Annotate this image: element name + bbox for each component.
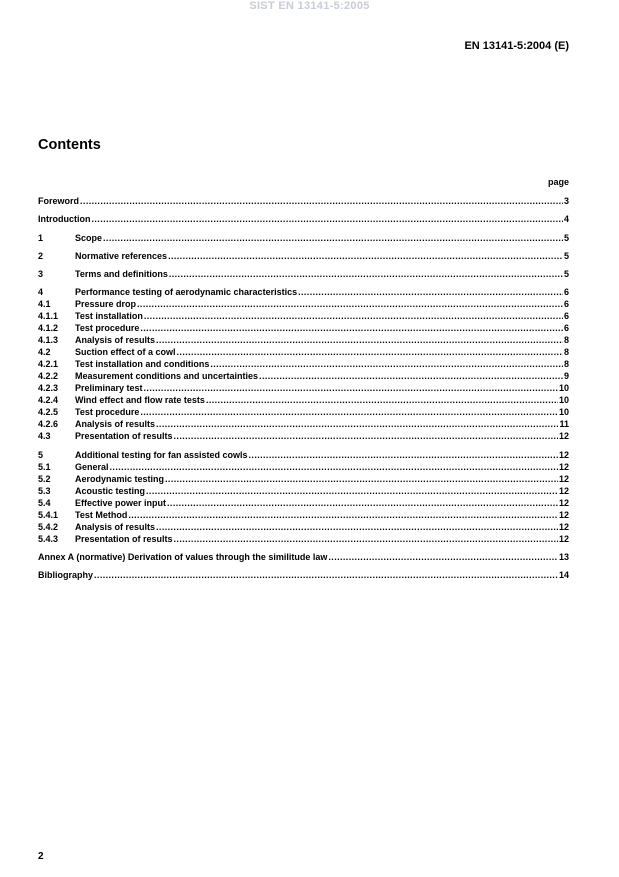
- dot-leader: [206, 394, 558, 406]
- toc-entry-page: 4: [563, 214, 569, 225]
- dot-leader: [168, 250, 563, 262]
- toc-entry-title: Presentation of results: [75, 431, 173, 442]
- toc-entry-page: 8: [563, 347, 569, 358]
- toc-entry-title: Effective power input: [75, 497, 167, 508]
- toc-entry-number: 4.3: [38, 431, 51, 442]
- toc-entry-page: 12: [558, 449, 569, 460]
- toc-entry-number: 4.2.4: [38, 395, 59, 406]
- toc-entry-number: 5.3: [38, 485, 51, 496]
- toc-entry-page: 8: [563, 359, 569, 370]
- toc-entry[interactable]: [38, 370, 569, 382]
- dot-leader: [177, 346, 563, 358]
- toc-entry-page: 13: [558, 552, 569, 563]
- toc-entry-title: Presentation of results: [75, 533, 173, 544]
- toc-entry[interactable]: [38, 195, 569, 207]
- toc-entry-title: Scope: [75, 232, 103, 243]
- dot-leader: [174, 533, 558, 545]
- toc-entry[interactable]: [38, 232, 569, 244]
- toc-entry-number: 4.2.6: [38, 419, 59, 430]
- toc-entry[interactable]: [38, 394, 569, 406]
- dot-leader: [140, 322, 563, 334]
- toc-entry[interactable]: [38, 346, 569, 358]
- toc-entry-title: Bibliography: [38, 570, 94, 581]
- page-column-label: page: [547, 177, 569, 187]
- toc-entry[interactable]: [38, 358, 569, 370]
- toc-entry-title: Performance testing of aerodynamic characteristics: [75, 287, 298, 298]
- toc-entry-page: 6: [563, 287, 569, 298]
- toc-entry[interactable]: [38, 569, 569, 581]
- toc-entry-title: Analysis of results: [75, 521, 156, 532]
- toc-entry[interactable]: [38, 485, 569, 497]
- toc-entry[interactable]: [38, 334, 569, 346]
- toc-entry[interactable]: [38, 286, 569, 298]
- watermark: SIST EN 13141-5:2005: [249, 0, 370, 12]
- dot-leader: [156, 334, 563, 346]
- dot-leader: [156, 521, 558, 533]
- toc-entry-number: 4.2.2: [38, 371, 59, 382]
- toc-entry-number: 4.2.3: [38, 383, 59, 394]
- toc-entry[interactable]: [38, 533, 569, 545]
- dot-leader: [210, 358, 563, 370]
- toc-entry-page: 6: [563, 311, 569, 322]
- toc-entry-number: 4.2.1: [38, 359, 59, 370]
- toc-entry-page: 6: [563, 323, 569, 334]
- dot-leader: [165, 473, 558, 485]
- toc-entry-page: 12: [558, 473, 569, 484]
- toc-entry-page: 6: [563, 299, 569, 310]
- toc-entry-number: 4.1.2: [38, 323, 59, 334]
- toc-entry-title: General: [75, 461, 109, 472]
- toc-entry-page: 12: [558, 533, 569, 544]
- toc-entry-title: Analysis of results: [75, 335, 156, 346]
- dot-leader: [110, 461, 558, 473]
- dot-leader: [92, 213, 563, 225]
- dot-leader: [169, 268, 563, 280]
- toc-entry[interactable]: [38, 310, 569, 322]
- toc-entry-page: 10: [558, 383, 569, 394]
- page-title: Contents: [38, 137, 101, 153]
- toc-entry-page: 10: [558, 395, 569, 406]
- dot-leader: [146, 485, 558, 497]
- toc-entry-number: 4: [38, 287, 44, 298]
- document-reference: EN 13141-5:2004 (E): [464, 40, 569, 52]
- toc-entry-number: 3: [38, 269, 44, 280]
- toc-entry-page: 12: [558, 461, 569, 472]
- dot-leader: [328, 551, 558, 563]
- toc-entry-number: 4.2: [38, 347, 51, 358]
- dot-leader: [128, 509, 558, 521]
- toc-entry[interactable]: [38, 509, 569, 521]
- toc-entry-title: Test installation: [75, 311, 143, 322]
- toc-entry-title: Suction effect of a cowl: [75, 347, 176, 358]
- toc-entry-number: 2: [38, 250, 44, 261]
- toc-entry-number: 4.1.1: [38, 311, 59, 322]
- toc-entry[interactable]: [38, 250, 569, 262]
- dot-leader: [144, 310, 563, 322]
- toc-entry-page: 5: [563, 232, 569, 243]
- toc-entry-title: Normative references: [75, 250, 168, 261]
- toc-entry-page: 9: [563, 371, 569, 382]
- toc-entry[interactable]: [38, 213, 569, 225]
- dot-leader: [94, 569, 558, 581]
- dot-leader: [140, 406, 558, 418]
- toc-entry-title: Analysis of results: [75, 419, 156, 430]
- dot-leader: [298, 286, 563, 298]
- toc-entry-title: Foreword: [38, 196, 80, 206]
- toc-entry-page: 5: [563, 269, 569, 280]
- toc-entry[interactable]: [38, 268, 569, 280]
- dot-leader: [249, 449, 558, 461]
- toc-entry-title: Terms and definitions: [75, 269, 168, 280]
- toc-entry[interactable]: [38, 406, 569, 418]
- toc-entry-title: Additional testing for fan assisted cowls: [75, 449, 248, 460]
- dot-leader: [259, 370, 563, 382]
- toc-entry-title: Measurement conditions and uncertainties: [75, 371, 259, 382]
- toc-entry-number: 4.1: [38, 299, 51, 310]
- toc-entry[interactable]: [38, 449, 569, 461]
- toc-entry-title: Wind effect and flow rate tests: [75, 395, 205, 406]
- toc-entry-page: 12: [558, 485, 569, 496]
- dot-leader: [156, 418, 558, 430]
- toc-entry-title: Pressure drop: [75, 299, 137, 310]
- toc-entry-number: 5.4.2: [38, 521, 59, 532]
- dot-leader: [137, 298, 563, 310]
- toc-entry-number: 5: [38, 449, 44, 460]
- toc-entry[interactable]: [38, 418, 569, 430]
- toc-entry[interactable]: [38, 430, 569, 442]
- toc-entry-page: 12: [558, 497, 569, 508]
- toc-entry-number: 5.1: [38, 461, 51, 472]
- toc-entry[interactable]: [38, 298, 569, 310]
- toc-entry-title: Preliminary test: [75, 383, 143, 394]
- dot-leader: [167, 497, 558, 509]
- toc-entry[interactable]: [38, 473, 569, 485]
- toc-entry-page: 11: [559, 419, 569, 430]
- toc-entry-number: 5.4: [38, 497, 51, 508]
- toc-entry-title: Test Method: [75, 509, 128, 520]
- toc-entry-page: 3: [563, 196, 569, 206]
- dot-leader: [174, 430, 558, 442]
- toc-entry-page: 12: [558, 521, 569, 532]
- toc-entry[interactable]: [38, 551, 569, 563]
- toc-entry-title: Test procedure: [75, 323, 140, 334]
- toc-entry-number: 5.4.1: [38, 509, 59, 520]
- toc-entry[interactable]: [38, 461, 569, 473]
- toc-entry-page: 10: [558, 407, 569, 418]
- toc-entry-number: 4.1.3: [38, 335, 59, 346]
- toc-entry-title: Aerodynamic testing: [75, 473, 165, 484]
- toc-entry-title: Annex A (normative) Derivation of values through the similitude law: [38, 552, 328, 563]
- toc-entry-number: 5.2: [38, 473, 51, 484]
- toc-entry-number: 5.4.3: [38, 533, 59, 544]
- toc-entry-page: 12: [558, 431, 569, 442]
- page-number: 2: [38, 851, 44, 862]
- toc-entry-page: 8: [563, 335, 569, 346]
- table-of-contents: [38, 195, 569, 581]
- toc-entry[interactable]: [38, 521, 569, 533]
- toc-entry-number: 1: [38, 232, 44, 243]
- toc-entry-page: 5: [563, 250, 569, 261]
- toc-entry[interactable]: [38, 322, 569, 334]
- dot-leader: [103, 232, 563, 244]
- toc-entry-title: Test installation and conditions: [75, 359, 210, 370]
- toc-entry-title: Acoustic testing: [75, 485, 146, 496]
- dot-leader: [80, 195, 563, 207]
- toc-entry-title: Introduction: [38, 214, 91, 225]
- toc-entry-page: 14: [558, 570, 569, 581]
- toc-entry[interactable]: [38, 382, 569, 394]
- toc-entry-title: Test procedure: [75, 407, 140, 418]
- toc-entry[interactable]: [38, 497, 569, 509]
- dot-leader: [144, 382, 558, 394]
- toc-entry-number: 4.2.5: [38, 407, 59, 418]
- toc-entry-page: 12: [558, 509, 569, 520]
